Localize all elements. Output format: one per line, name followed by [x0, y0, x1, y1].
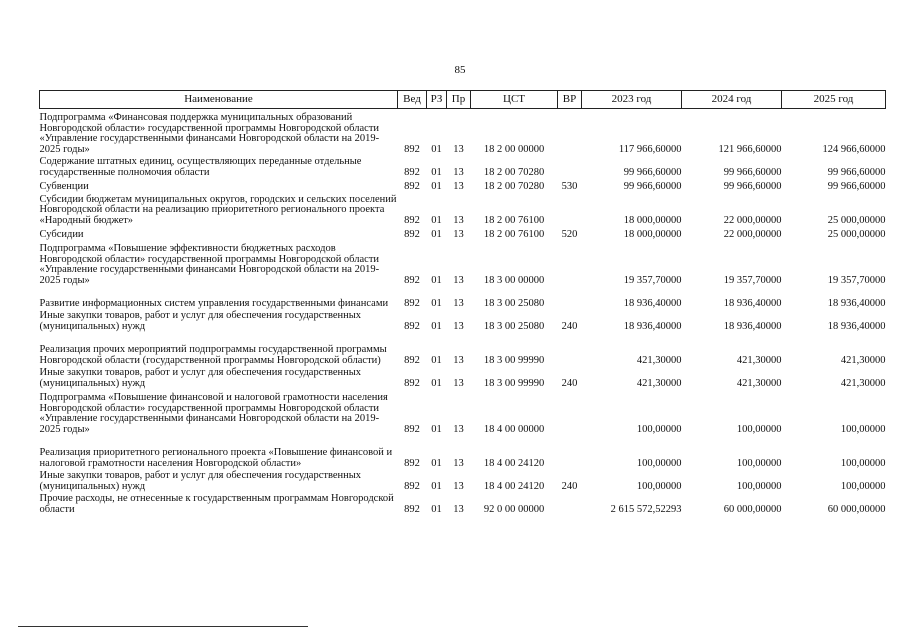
- table-row: [40, 309, 886, 332]
- row-name: Прочие расходы, не отнесенные к государственным программам Новгородской области: [39, 493, 394, 515]
- row-2024: 100,00000: [736, 480, 782, 492]
- table-row: [40, 332, 886, 366]
- row-ved: 892: [404, 297, 420, 309]
- row-pr: 13: [453, 274, 464, 286]
- row-name: Субсидии бюджетам муниципальных округов, городских и сельских поселений Новгородской области на реализацию приоритетного регионального проекта «Народный бюджет»: [39, 193, 397, 226]
- header-rz: РЗ: [427, 91, 447, 109]
- row-pr: 13: [453, 180, 464, 192]
- row-cst: 18 4 00 24120: [483, 457, 545, 469]
- row-vr: [558, 492, 582, 515]
- row-pr: 13: [453, 214, 464, 226]
- row-vr: [558, 332, 582, 366]
- row-pr: 13: [453, 480, 464, 492]
- row-vr: 240: [561, 480, 578, 492]
- row-cst: 18 3 00 25080: [483, 297, 545, 309]
- row-ved: 892: [404, 274, 420, 286]
- table-header-row: [40, 91, 886, 109]
- table-row: [40, 192, 886, 226]
- row-cst: 18 3 00 00000: [483, 274, 545, 286]
- row-ved: 892: [404, 503, 420, 515]
- row-ved: 892: [404, 166, 420, 178]
- header-2024: 2024 год: [682, 91, 782, 109]
- row-rz: 01: [431, 457, 442, 469]
- table-row: [40, 286, 886, 309]
- row-vr: 240: [561, 377, 578, 389]
- row-2025: 124 966,60000: [822, 143, 886, 155]
- row-2023: 100,00000: [636, 480, 682, 492]
- row-cst: 18 2 00 76100: [483, 214, 545, 226]
- row-vr: 240: [561, 320, 578, 332]
- row-vr: [558, 192, 582, 226]
- row-ved: 892: [404, 228, 420, 240]
- row-2025: 25 000,00000: [827, 214, 886, 226]
- row-cst: 18 2 00 70280: [483, 166, 545, 178]
- row-2023: 18 000,00000: [623, 228, 682, 240]
- row-rz: 01: [431, 228, 442, 240]
- row-2024: 18 936,40000: [723, 297, 782, 309]
- row-2023: 421,30000: [636, 377, 682, 389]
- budget-table: [39, 90, 886, 515]
- header-cst: ЦСТ: [471, 91, 558, 109]
- row-name: Подпрограмма «Повышение финансовой и налоговой грамотности населения Новгородской области» государственной программы Новгородской области «Управление государственными финансами Новгородской области на 2019-2025 годы»: [39, 392, 388, 435]
- row-rz: 01: [431, 320, 442, 332]
- row-cst: 18 2 00 00000: [483, 143, 545, 155]
- row-2023: 100,00000: [636, 423, 682, 435]
- row-pr: 13: [453, 228, 464, 240]
- row-vr: 530: [561, 180, 578, 192]
- row-vr: [558, 240, 582, 286]
- row-2024: 60 000,00000: [723, 503, 782, 515]
- row-rz: 01: [431, 297, 442, 309]
- header-pr: Пр: [447, 91, 471, 109]
- row-ved: 892: [404, 423, 420, 435]
- row-2025: 421,30000: [840, 377, 886, 389]
- row-rz: 01: [431, 214, 442, 226]
- row-name: Развитие информационных систем управления государственными финансами: [39, 297, 389, 309]
- row-cst: 18 3 00 99990: [483, 377, 545, 389]
- row-ved: 892: [404, 457, 420, 469]
- row-name: Субвенции: [39, 180, 89, 192]
- table-row: [40, 492, 886, 515]
- row-pr: 13: [453, 457, 464, 469]
- row-2025: 25 000,00000: [827, 228, 886, 240]
- row-2025: 60 000,00000: [827, 503, 886, 515]
- row-pr: 13: [453, 377, 464, 389]
- row-ved: 892: [404, 143, 420, 155]
- row-2024: 421,30000: [736, 354, 782, 366]
- row-rz: 01: [431, 143, 442, 155]
- row-2023: 117 966,60000: [618, 143, 682, 155]
- row-2024: 22 000,00000: [723, 228, 782, 240]
- row-rz: 01: [431, 503, 442, 515]
- row-2025: 19 357,70000: [827, 274, 886, 286]
- table-row: [40, 366, 886, 389]
- row-ved: 892: [404, 354, 420, 366]
- row-vr: [558, 435, 582, 469]
- row-ved: 892: [404, 377, 420, 389]
- row-ved: 892: [404, 320, 420, 332]
- row-rz: 01: [431, 166, 442, 178]
- row-rz: 01: [431, 354, 442, 366]
- table-row: [40, 389, 886, 435]
- row-2024: 421,30000: [736, 377, 782, 389]
- row-2023: 19 357,70000: [623, 274, 682, 286]
- row-2024: 22 000,00000: [723, 214, 782, 226]
- table-row: [40, 469, 886, 492]
- row-2023: 18 936,40000: [623, 297, 682, 309]
- row-2023: 2 615 572,52293: [610, 503, 682, 515]
- row-2023: 18 936,40000: [623, 320, 682, 332]
- row-2023: 100,00000: [636, 457, 682, 469]
- row-2025: 421,30000: [840, 354, 886, 366]
- row-2025: 18 936,40000: [827, 320, 886, 332]
- row-cst: 18 4 00 00000: [483, 423, 545, 435]
- row-name: Подпрограмма «Финансовая поддержка муниципальных образований Новгородской области» государственной программы Новгородской области «Управление государственными финансами Новгородской области на 2019-2025 годы»: [39, 112, 380, 155]
- row-2024: 99 966,60000: [723, 166, 782, 178]
- row-2023: 421,30000: [636, 354, 682, 366]
- row-cst: 92 0 00 00000: [483, 503, 545, 515]
- table-row: [40, 178, 886, 192]
- row-pr: 13: [453, 503, 464, 515]
- row-pr: 13: [453, 423, 464, 435]
- row-cst: 18 3 00 25080: [483, 320, 545, 332]
- row-ved: 892: [404, 480, 420, 492]
- row-2025: 100,00000: [840, 457, 886, 469]
- row-rz: 01: [431, 274, 442, 286]
- row-2023: 99 966,60000: [623, 166, 682, 178]
- row-2024: 100,00000: [736, 423, 782, 435]
- row-pr: 13: [453, 354, 464, 366]
- row-vr: [558, 389, 582, 435]
- table-row: [40, 226, 886, 240]
- header-ved: Вед: [398, 91, 427, 109]
- row-cst: 18 2 00 76100: [483, 228, 545, 240]
- footer-divider: [18, 626, 308, 627]
- header-2025: 2025 год: [782, 91, 886, 109]
- row-name: Подпрограмма «Повышение эффективности бюджетных расходов Новгородской области» государственной программы Новгородской области «Управление государственными финансами Новгородской области на 2019-2025 годы»: [39, 243, 380, 286]
- row-2024: 121 966,60000: [718, 143, 782, 155]
- row-2025: 100,00000: [840, 423, 886, 435]
- header-2023: 2023 год: [582, 91, 682, 109]
- row-cst: 18 2 00 70280: [483, 180, 545, 192]
- row-pr: 13: [453, 297, 464, 309]
- row-cst: 18 4 00 24120: [483, 480, 545, 492]
- table-row: [40, 155, 886, 178]
- row-2025: 18 936,40000: [827, 297, 886, 309]
- row-ved: 892: [404, 214, 420, 226]
- row-ved: 892: [404, 180, 420, 192]
- row-name: Иные закупки товаров, работ и услуг для обеспечения государственных (муниципальных) нужд: [39, 367, 362, 389]
- row-vr: [558, 109, 582, 156]
- row-vr: [558, 155, 582, 178]
- row-2025: 99 966,60000: [827, 166, 886, 178]
- row-name: Иные закупки товаров, работ и услуг для обеспечения государственных (муниципальных) нужд: [39, 470, 362, 492]
- row-name: Реализация прочих мероприятий подпрограммы государственной программы Новгородской области (государственной программы Новгородской области): [39, 344, 387, 366]
- table-row: [40, 109, 886, 156]
- row-name: Реализация приоритетного регионального проекта «Повышение финансовой и налоговой грамотности населения Новгородской области»: [39, 447, 393, 469]
- header-vr: ВР: [558, 91, 582, 109]
- row-2024: 99 966,60000: [723, 180, 782, 192]
- row-2024: 18 936,40000: [723, 320, 782, 332]
- row-2024: 19 357,70000: [723, 274, 782, 286]
- row-pr: 13: [453, 166, 464, 178]
- row-2024: 100,00000: [736, 457, 782, 469]
- row-vr: [558, 286, 582, 309]
- row-2025: 99 966,60000: [827, 180, 886, 192]
- row-pr: 13: [453, 143, 464, 155]
- row-rz: 01: [431, 423, 442, 435]
- row-cst: 18 3 00 99990: [483, 354, 545, 366]
- table-row: [40, 240, 886, 286]
- row-name: Иные закупки товаров, работ и услуг для обеспечения государственных (муниципальных) нужд: [39, 310, 362, 332]
- row-2023: 99 966,60000: [623, 180, 682, 192]
- row-rz: 01: [431, 180, 442, 192]
- row-2025: 100,00000: [840, 480, 886, 492]
- row-rz: 01: [431, 480, 442, 492]
- table-row: [40, 435, 886, 469]
- page-number: 85: [454, 64, 466, 76]
- row-pr: 13: [453, 320, 464, 332]
- row-rz: 01: [431, 377, 442, 389]
- row-name: Субсидии: [39, 228, 84, 240]
- row-name: Содержание штатных единиц, осуществляющих переданные отдельные государственные полномочия области: [39, 156, 362, 178]
- header-name: Наименование: [40, 91, 398, 109]
- row-2023: 18 000,00000: [623, 214, 682, 226]
- row-vr: 520: [561, 228, 578, 240]
